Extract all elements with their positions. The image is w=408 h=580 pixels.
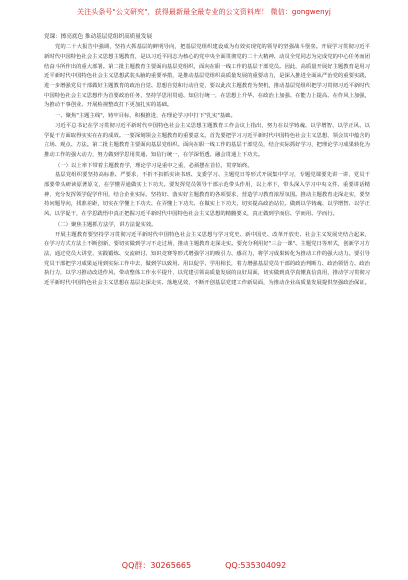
- document-body: [44, 33, 370, 289]
- intro-paragraph: 党的二十大报告中强调，坚持大抓基层的鲜明导向，把基层党组织建设成为有效实现党的领导的坚强战斗堡垒。开展学习贯彻习近平新时代中国特色社会主义思想主题教育，是以习近平同志为核心的党中央全面贯彻党的二十大精神、动员全党同志为完成党的中心任务而团结奋斗所作出的重大部署。第二批主题教育主要面向基层党组织，面向在职一线工作的基层干部党员。因此，高质量开展好主题教育是用习近平新时代中国特色社会主义思想武装头脑的重要举措，是推动基层党组织高质量发展的重要动力，是深入推进全面从严治党的重要实践，进一步增强党员干部做好主题教育的政治自觉、思想自觉和行动自觉，要以此次主题教育为契机，推动基层党组织把学习贯彻习近平新时代中国特色社会主义思想作为首要政治任务，坚持学思用贯通、知信行统一，在思想上升华、在政治上加强、在能力上提高、在作风上加强，为推动干事创业、开展检视整改打下更加扎实的基础。: [44, 44, 370, 109]
- section-1-heading: 一、聚焦"主题主线"，铸牢目标，积极推进，在理论学习中打下"扎实"基础。: [55, 113, 236, 120]
- promo-banner: 关注头条号"公文研究"，获得最新最全最专业的公文资料库！ 微信：gongwenyj: [77, 8, 331, 16]
- qq-number-text: QQ:535304092: [225, 561, 287, 570]
- section-3-body: 开展主题教育要坚持学习贯彻习近平新时代中国特色社会主义思想与学习党史、新中国史、改革开放史、社会主义发展史结合起来，在学习方式方法上不断创新，要切实做到学习不走过场，推动主题教育走深走实。要充分利用好"三会一课"、主题党日等形式，创新学习方法，通过党员大讲堂、实践锻炼、交流研讨、知识竞赛等形式增强学习的吸引力、感召力，将学习成果转化为推动工作的强大动力。要引导党员干部把学习成果运用到实际工作中去，做到学以致用、用以促学、学用相长，着力增强基层党员干部的政治判断力、政治领悟力、政治执行力，以学习推动改进作风，带动整体工作水平提升，以党建引领高质量发展的良好局面，切实做到真学真懂真信真用，推动学习贯彻习近平新时代中国特色社会主义思想在基层走深走实、落地见效，不断开创基层党建工作新局面，为推动企业高质量发展提供坚强政治保证。: [44, 231, 370, 287]
- document-title: 党课：擦亮底色 推动基层党组织高质量发展: [44, 34, 153, 40]
- qq-group-text: QQ群：30265665: [121, 561, 192, 570]
- section-1-body: 习近平总书记在学习贯彻习近平新时代中国特色社会主义思想主题教育工作会议上指出，努力在以学铸魂、以学增智、以学正风、以学促干方面取得实实在在的成效。一要深刻领会主题教育的重要意义。首先要把学习习近平新时代中国特色社会主义思想，领会其中蕴含的立场、观点、方法。第二批主题教育主要面向基层党组织、面向在职一线工作的基层干部党员，结合实际抓好学习，把理论学习成果转化为推动工作的强大动力，努力做到学思用贯通、知信行统一，在学深悟透、融会贯通上下功夫。: [44, 122, 370, 158]
- footer-contact: [0, 561, 408, 571]
- section-2-body: 基层党组织要坚持高标准、严要求，不折不扣抓实读书班、支委学习、主题党日等形式开展集中学习，专题党课要先讲一讲，党员干部要带头研读原著原文，在学懂弄通做实上下功夫。要发挥党员领导干部示范带头作用，以上率下，带头深入学习中央文件、重要讲话精神，充分发挥领学促学作用，结合企业实际，坚持好、落实好主题教育的各项要求，营造学习教育浓厚氛围。推动主题教育走深走实，要坚持问题导向，找准差距，切实在学懂上下功夫、在弄懂上下功夫、在做实上下功夫，切实提高政治站位。做到以学铸魂、以学增智、以学正风、以学促干，在学思践悟中真正把握习近平新时代中国特色社会主义思想的精髓要义，真正做到学而信、学而用、学而行。: [44, 172, 370, 218]
- section-3-heading: （二）聚焦主题抓方法学，讲方法促实效。: [55, 221, 157, 228]
- section-2-heading: （一）以上率下带着主题教育学，理论学习是重中之重，必须摆在首位，贯穿始终。: [55, 162, 253, 169]
